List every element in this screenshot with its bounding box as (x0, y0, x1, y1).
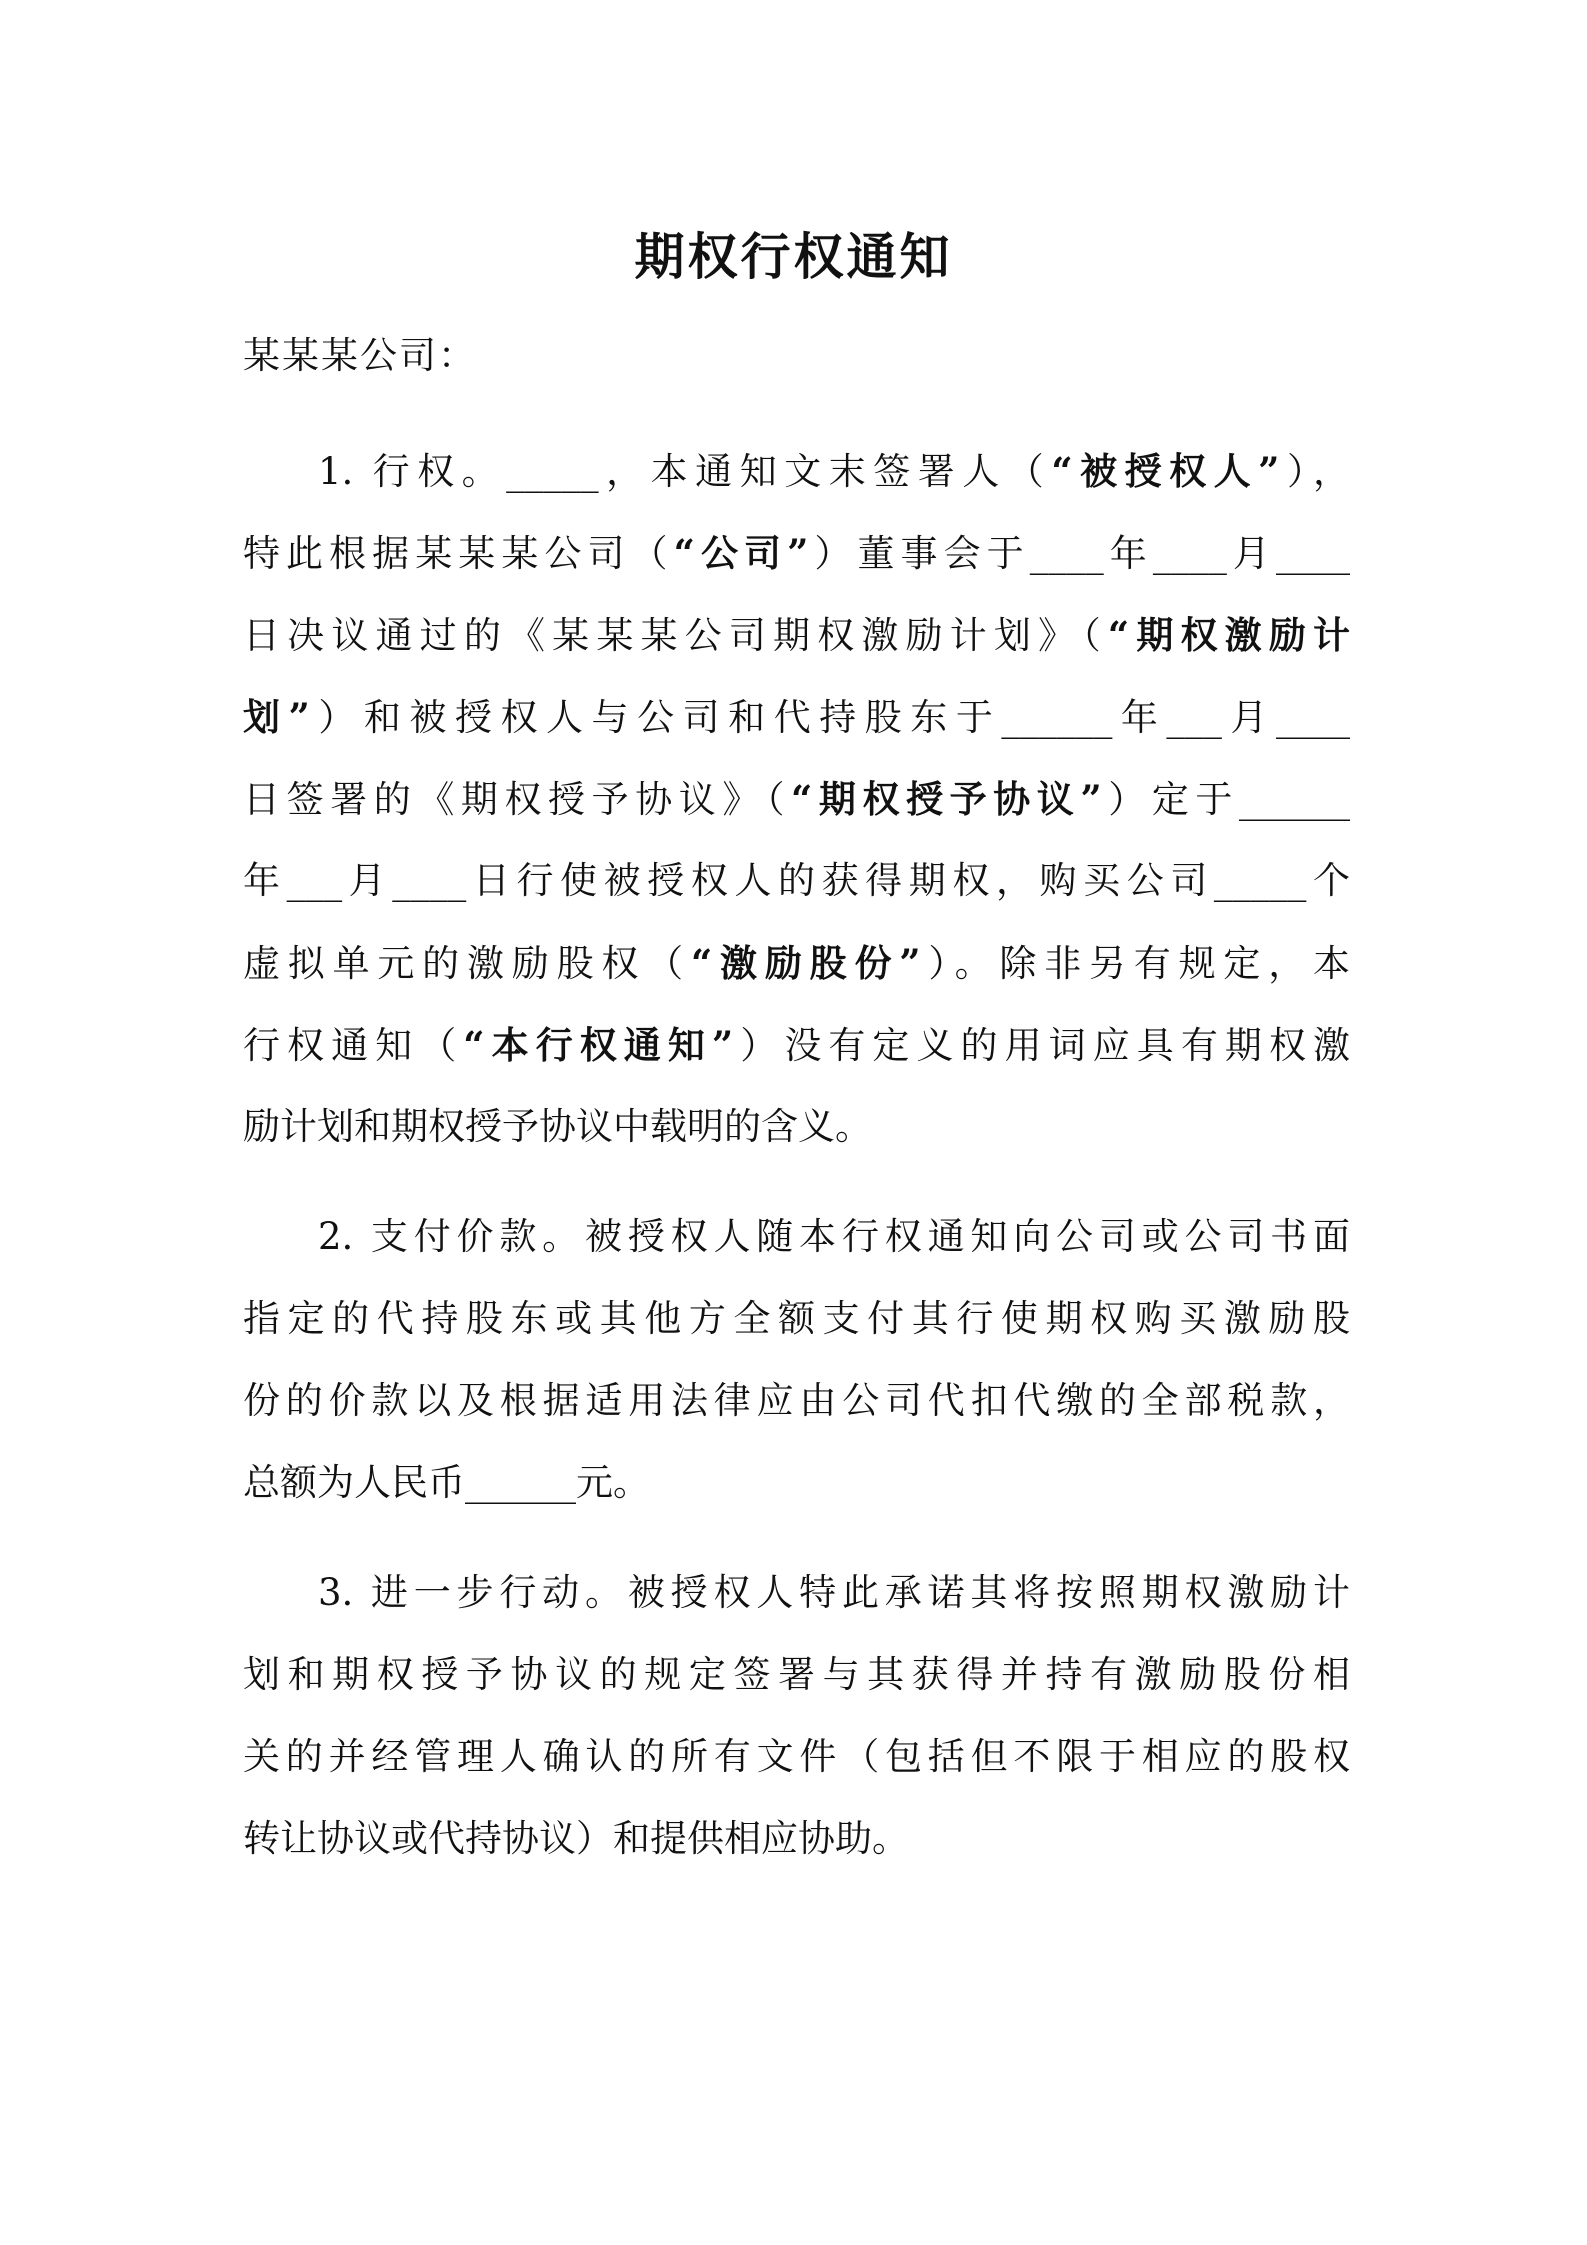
paragraph-line: 2. 支付价款。被授权人随本行权通知向公司或公司书面 (318, 1215, 1350, 1258)
paragraph-line (243, 676, 1350, 758)
paragraph-line (243, 1004, 1350, 1086)
defined-term: “激励股份” (690, 941, 921, 985)
paragraph-line: 转让协议或代持协议）和提供相应协助。 (243, 1817, 909, 1860)
defined-term: “被授权人” (1051, 449, 1280, 493)
text-run: ）， (1279, 450, 1351, 493)
paragraph-line: 指定的代持股东或其他方全额支付其行使期权购买激励股 (243, 1297, 1350, 1340)
text-run: 虚拟单元的激励股权（ (243, 942, 691, 985)
text-run: 日签署的《期权授予协议》（ (243, 778, 792, 821)
paragraph-line: 年___月____日行使被授权人的获得期权，购买公司_____个 (243, 859, 1350, 902)
defined-term: “期权激励计 (1107, 613, 1350, 657)
paragraph-payment (243, 1196, 1350, 1524)
paragraph-line: 划和期权授予协议的规定签署与其获得并持有激励股份相 (243, 1653, 1350, 1696)
text-run: 1. 行权。_____，本通知文末签署人（ (318, 450, 1052, 493)
paragraph-line (243, 512, 1350, 594)
paragraph-exercise (243, 430, 1350, 1168)
text-run: 行权通知（ (243, 1024, 464, 1067)
text-run: ）董事会于____年____月____ (808, 532, 1350, 575)
paragraph-line: 份的价款以及根据适用法律应由公司代扣代缴的全部税款， (243, 1379, 1350, 1422)
salutation: 某某某公司： (243, 334, 477, 377)
text-run: ）没有定义的用词应具有期权激 (733, 1024, 1350, 1067)
defined-term: “公司” (673, 531, 809, 575)
document-title: 期权行权通知 (634, 227, 953, 286)
text-run: 特此根据某某某公司（ (243, 532, 674, 575)
paragraph-further-action (243, 1552, 1350, 1880)
paragraph-line: 励计划和期权授予协议中载明的含义。 (243, 1105, 872, 1148)
paragraph-line (243, 430, 1350, 512)
text-run: ）和被授权人与公司和代持股东于______年___月____ (309, 696, 1350, 739)
defined-term: 划” (243, 695, 310, 739)
text-run: ）定于______ (1101, 778, 1350, 821)
paragraph-line (243, 758, 1350, 840)
paragraph-line: 3. 进一步行动。被授权人特此承诺其将按照期权激励计 (318, 1571, 1350, 1614)
paragraph-line: 关的并经管理人确认的所有文件（包括但不限于相应的股权 (243, 1735, 1350, 1778)
defined-term: “期权授予协议” (791, 777, 1102, 821)
paragraph-line: 总额为人民币______元。 (243, 1461, 650, 1504)
paragraph-line (243, 922, 1350, 1004)
text-run: 日决议通过的《某某某公司期权激励计划》（ (243, 614, 1108, 657)
paragraph-line (243, 594, 1350, 676)
text-run: ）。除非另有规定，本 (920, 942, 1350, 985)
defined-term: “本行权通知” (463, 1023, 734, 1067)
